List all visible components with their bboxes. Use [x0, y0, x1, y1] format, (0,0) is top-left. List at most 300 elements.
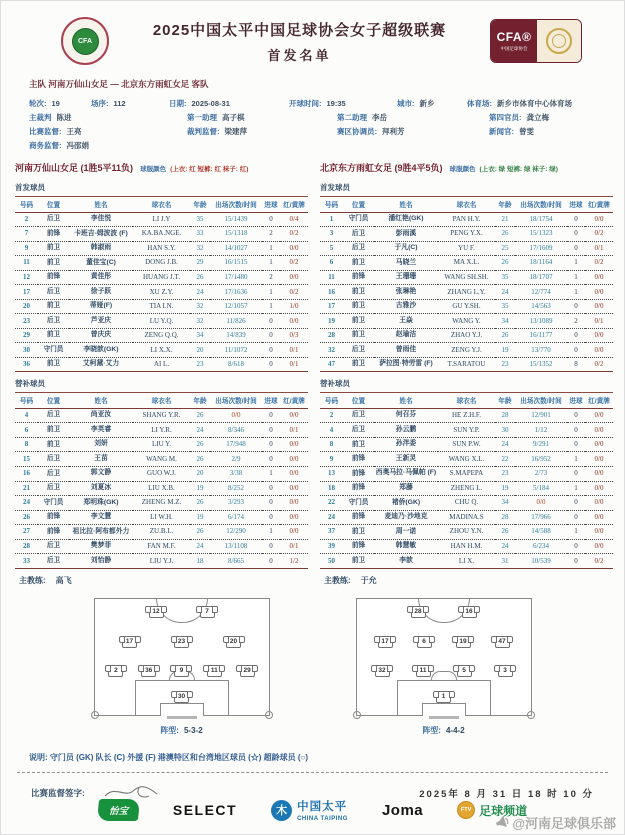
cell-goals: 0 — [567, 299, 585, 314]
cell-goals: 1 — [567, 452, 585, 467]
jersey-number: 36 — [145, 667, 153, 675]
column-header: 年龄 — [495, 393, 515, 409]
cell-name: 褚侨(GK) — [374, 496, 438, 511]
away-team-panel — [320, 158, 613, 586]
cell-jersey-name: LI W.H. — [133, 510, 190, 525]
cfa-badge-left — [491, 20, 537, 62]
cell-age: 26 — [190, 525, 210, 540]
info-value: 龚立梅 — [526, 113, 549, 122]
cell-name: 曾庆庆 — [69, 328, 133, 343]
info-pair — [489, 109, 604, 123]
cell-position: 前卫 — [343, 554, 374, 569]
cell-jersey-name: GU Y.SH. — [438, 299, 495, 314]
cell-jersey-name: HE Z.H.F. — [438, 408, 495, 423]
cell-jersey-name: LI Y.R. — [133, 423, 190, 438]
info-pair — [29, 109, 187, 123]
cell-position: 前锋 — [38, 270, 69, 285]
cell-goals: 1 — [567, 270, 585, 285]
cell-name: 李英睿 — [69, 423, 133, 438]
player-row — [15, 314, 308, 329]
cell-appearances: 14/588 — [515, 525, 567, 540]
cell-position: 后卫 — [343, 241, 374, 256]
corner-arc — [91, 711, 99, 719]
home-team-panel — [15, 158, 308, 586]
cell-appearances: 8/618 — [210, 357, 262, 372]
joma-logo: Joma — [381, 801, 424, 819]
cell-cards: 1/2 — [280, 554, 308, 569]
cell-goals: 1 — [262, 241, 280, 256]
cell-appearances: 8/346 — [210, 423, 262, 438]
cell-jersey-name: LI J.Y — [133, 212, 190, 227]
info-label: 开球时间: — [289, 99, 322, 108]
cell-cards: 0/2 — [280, 285, 308, 300]
info-value: 112 — [113, 99, 126, 108]
cell-appearances: 10/539 — [515, 554, 567, 569]
info-pair — [91, 95, 169, 109]
cell-age: 19 — [190, 481, 210, 496]
cell-age: 24 — [495, 437, 515, 452]
cell-number: 30 — [15, 343, 38, 358]
cell-appearances: 12/774 — [515, 285, 567, 300]
jersey-icon — [416, 665, 431, 677]
cell-appearances: 17/966 — [515, 510, 567, 525]
jersey-number: 29 — [243, 667, 251, 675]
cell-number: 4 — [15, 408, 38, 423]
cell-age: 22 — [495, 452, 515, 467]
cell-position: 后卫 — [38, 212, 69, 227]
cell-cards: 0/0 — [280, 496, 308, 511]
away-formation — [356, 598, 532, 736]
cell-appearances: 17/1609 — [515, 241, 567, 256]
cell-cards: 0/2 — [280, 256, 308, 271]
column-header: 进球 — [567, 393, 585, 409]
cell-appearances: 6/174 — [210, 510, 262, 525]
info-value: 曾雯 — [519, 127, 534, 136]
column-header: 年龄 — [190, 197, 210, 213]
info-label: 比赛监督: — [29, 127, 62, 136]
cell-goals: 0 — [567, 510, 585, 525]
cell-number: 29 — [15, 328, 38, 343]
cell-age: 34 — [190, 328, 210, 343]
cell-goals: 0 — [567, 539, 585, 554]
cell-jersey-name: HAN S.Y. — [133, 241, 190, 256]
cell-position: 后卫 — [38, 314, 69, 329]
cell-age: 34 — [495, 314, 515, 329]
cell-cards: 0/0 — [585, 423, 613, 438]
cell-name: 刘夏冰 — [69, 481, 133, 496]
cell-position: 前卫 — [38, 299, 69, 314]
cell-name: 芦亚庆 — [69, 314, 133, 329]
player-row — [15, 285, 308, 300]
cell-goals: 1 — [262, 299, 280, 314]
cell-appearances: 11/826 — [210, 314, 262, 329]
cell-cards: 0/0 — [585, 328, 613, 343]
table-header-row — [15, 393, 308, 409]
player-row — [320, 357, 613, 372]
jersey-icon — [200, 606, 215, 618]
cell-age: 23 — [495, 357, 515, 372]
info-pair — [489, 123, 604, 137]
yibao-logo: 怡宝 — [97, 799, 140, 821]
cell-name: 樊梦菲 — [69, 539, 133, 554]
cell-name: 王新灵 — [374, 452, 438, 467]
info-label: 场序: — [91, 99, 109, 108]
cell-jersey-name: GUO W.J. — [133, 466, 190, 481]
info-label: 第一助理 — [187, 113, 217, 122]
cell-appearances: 13/770 — [515, 343, 567, 358]
jersey-number: 47 — [498, 638, 506, 646]
cell-goals: 0 — [262, 554, 280, 569]
jersey-number: 16 — [465, 608, 473, 616]
cell-goals: 1 — [567, 525, 585, 540]
cell-number: 24 — [320, 510, 343, 525]
signature-label: 比赛监督签字: — [31, 787, 85, 798]
column-header: 出场次数/时间 — [515, 393, 567, 409]
player-row — [15, 525, 308, 540]
cell-goals: 0 — [262, 343, 280, 358]
cell-name: 李文慧 — [69, 510, 133, 525]
player-row — [320, 525, 613, 540]
info-value: 拜利芳 — [382, 127, 405, 136]
cell-position: 后卫 — [343, 343, 374, 358]
cell-appearances: 12/901 — [515, 408, 567, 423]
column-header: 姓名 — [374, 197, 438, 213]
jersey-icon — [174, 665, 189, 677]
cell-jersey-name: LIU Y.J. — [133, 554, 190, 569]
player-row — [320, 299, 613, 314]
table-header-row — [15, 197, 308, 213]
player-row — [15, 328, 308, 343]
cell-jersey-name: MADINA.S — [438, 510, 495, 525]
info-pair — [337, 123, 489, 137]
jersey-icon — [141, 665, 156, 677]
cell-position: 守门员 — [343, 212, 374, 227]
forwards-row — [357, 606, 531, 618]
cell-position: 前锋 — [38, 510, 69, 525]
jersey-icon — [417, 636, 432, 648]
cell-cards: 0/0 — [280, 466, 308, 481]
player-row — [15, 554, 308, 569]
table-header-row — [320, 197, 613, 213]
cell-number: 9 — [15, 241, 38, 256]
cell-name: 郑明珠(GK) — [69, 496, 133, 511]
cell-appearances: 18/1164 — [515, 256, 567, 271]
cell-jersey-name: SUN P.W. — [438, 437, 495, 452]
info-row-2 — [29, 109, 604, 123]
cell-position: 后卫 — [38, 452, 69, 467]
jersey-icon — [456, 636, 471, 648]
jersey-number: 6 — [422, 638, 426, 646]
info-row-1 — [29, 95, 604, 109]
cell-jersey-name: ZU.B.L. — [133, 525, 190, 540]
corner-arc — [265, 711, 273, 719]
cell-cards: 0/0 — [280, 270, 308, 285]
cell-position: 前卫 — [343, 437, 374, 452]
info-value: 2025-08-31 — [191, 99, 230, 108]
header — [15, 11, 610, 71]
jersey-icon — [436, 691, 451, 703]
info-label: 新闻官: — [489, 127, 514, 136]
jersey-number: 32 — [378, 667, 386, 675]
cell-jersey-name: T.SARATOU — [438, 357, 495, 372]
player-row — [320, 510, 613, 525]
taiping-tree-icon: 木 — [271, 800, 292, 821]
goalkeeper-row — [357, 691, 531, 703]
jersey-icon — [457, 665, 472, 677]
cell-name: 何召芬 — [374, 408, 438, 423]
cell-name: 孙云鹏 — [374, 423, 438, 438]
ftv-badge-icon: FTV — [457, 801, 475, 819]
player-row — [320, 256, 613, 271]
cell-name: 董佳宝(C) — [69, 256, 133, 271]
player-row — [15, 299, 308, 314]
cell-position: 后卫 — [38, 554, 69, 569]
cell-position: 守门员 — [38, 496, 69, 511]
cell-number: 8 — [15, 437, 38, 452]
info-label: 日期: — [169, 99, 187, 108]
cell-name: 郑藤 — [374, 481, 438, 496]
cell-goals: 1 — [262, 285, 280, 300]
cell-number: 32 — [320, 343, 343, 358]
cell-cards: 0/0 — [585, 343, 613, 358]
cell-age: 35 — [190, 212, 210, 227]
cell-goals: 0 — [567, 328, 585, 343]
jersey-number: 17 — [125, 638, 134, 646]
cell-name: 王珊珊 — [374, 270, 438, 285]
cell-name: 马晓兰 — [374, 256, 438, 271]
cfa-crest-logo — [61, 17, 109, 65]
home-starters-table — [15, 196, 308, 372]
player-row — [15, 539, 308, 554]
jersey-icon — [495, 636, 510, 648]
report-datetime: 2025年 8 月 31 日 18 时 10 分 — [419, 788, 594, 800]
cell-name: 李晓歆(GK) — [69, 343, 133, 358]
player-row — [15, 343, 308, 358]
jersey-number: 11 — [210, 667, 218, 675]
cell-cards: 0/0 — [280, 481, 308, 496]
cell-position: 前卫 — [343, 525, 374, 540]
away-coach-name: 于允 — [360, 575, 377, 585]
away-starters-label: 首发球员 — [320, 183, 350, 192]
cell-age: 23 — [495, 466, 515, 481]
cell-jersey-name: ZENG Y.J. — [438, 343, 495, 358]
cell-number: 47 — [320, 357, 343, 372]
cell-appearances: 15/1318 — [210, 227, 262, 242]
cell-age: 33 — [190, 227, 210, 242]
player-row — [320, 452, 613, 467]
cell-age: 26 — [495, 227, 515, 242]
player-row — [320, 408, 613, 423]
cell-cards: 0/0 — [280, 452, 308, 467]
cell-goals: 2 — [262, 227, 280, 242]
player-row — [15, 437, 308, 452]
jersey-number: 19 — [459, 638, 467, 646]
player-row — [320, 539, 613, 554]
cell-cards: 0/4 — [280, 212, 308, 227]
cell-age: 26 — [495, 256, 515, 271]
column-header: 进球 — [262, 393, 280, 409]
cell-position: 前锋 — [343, 481, 374, 496]
cell-jersey-name: ZHAO Y.J. — [438, 328, 495, 343]
cell-jersey-name: ZHENG M.Z. — [133, 496, 190, 511]
cell-goals: 0 — [567, 496, 585, 511]
cell-position: 前卫 — [343, 328, 374, 343]
select-logo: SELECT — [172, 802, 238, 818]
cell-name: 尚亚汝 — [69, 408, 133, 423]
info-value: 王亮 — [66, 127, 82, 136]
cell-number: 4 — [320, 423, 343, 438]
column-header: 进球 — [262, 197, 280, 213]
china-taiping-logo: 木 中国太平 CHINA TAIPING — [271, 798, 348, 822]
cell-number: 36 — [15, 357, 38, 372]
jersey-number: 5 — [462, 667, 466, 675]
watermark-text: @河南足球俱乐部 — [512, 816, 616, 831]
jersey-number: 2 — [114, 667, 118, 675]
cell-number: 11 — [15, 256, 38, 271]
info-value: 新乡 — [419, 99, 435, 108]
player-row — [15, 256, 308, 271]
teams-section — [15, 158, 610, 586]
cell-cards: 0/1 — [280, 423, 308, 438]
away-starters-table — [320, 196, 613, 372]
corner-arc — [353, 711, 361, 719]
home-subs-label: 替补球员 — [15, 379, 45, 389]
player-row — [15, 212, 308, 227]
home-coach-name: 高飞 — [55, 575, 72, 585]
jersey-icon — [411, 606, 426, 618]
cell-goals: 0 — [262, 452, 280, 467]
cell-goals: 0 — [262, 328, 280, 343]
cell-position: 前卫 — [38, 241, 69, 256]
cell-appearances: 11/1072 — [210, 343, 262, 358]
cell-name: 麦迪乃·沙地克 — [374, 510, 438, 525]
cell-position: 前锋 — [38, 227, 69, 242]
cell-jersey-name: HUANG J.T. — [133, 270, 190, 285]
weibo-watermark — [494, 813, 616, 832]
cell-goals: 0 — [262, 437, 280, 452]
cell-position: 后卫 — [343, 408, 374, 423]
cell-cards: 0/0 — [280, 510, 308, 525]
defense-row — [357, 665, 531, 677]
jersey-icon — [207, 665, 222, 677]
cell-name: 古雅沙 — [374, 299, 438, 314]
column-header: 位置 — [38, 393, 69, 409]
cell-position: 前锋 — [343, 452, 374, 467]
cell-age: 26 — [495, 525, 515, 540]
cell-jersey-name: TIA I.N. — [133, 299, 190, 314]
megaphone-icon — [492, 813, 511, 832]
cell-age: 24 — [495, 539, 515, 554]
cell-number: 27 — [15, 525, 38, 540]
cell-position: 后卫 — [343, 227, 374, 242]
cell-age: 29 — [190, 256, 210, 271]
column-header: 年龄 — [495, 197, 515, 213]
cell-position: 前卫 — [38, 328, 69, 343]
cell-age: 26 — [190, 270, 210, 285]
cell-jersey-name: LIU X.B. — [133, 481, 190, 496]
cell-cards: 0/0 — [585, 496, 613, 511]
info-pair — [169, 95, 289, 109]
cell-cards: 0/2 — [280, 227, 308, 242]
jersey-number: 9 — [179, 667, 184, 675]
cell-jersey-name: CHU Q. — [438, 496, 495, 511]
cell-number: 17 — [320, 299, 343, 314]
cell-appearances: 14/1027 — [210, 241, 262, 256]
info-label: 第二助理 — [337, 113, 367, 122]
cell-jersey-name: PENG Y.X. — [438, 227, 495, 242]
cell-name: 西奥马拉·马佩帕 (F) — [374, 466, 438, 481]
cell-cards: 0/0 — [585, 270, 613, 285]
cell-appearances: 1/12 — [515, 423, 567, 438]
cell-position: 守门员 — [38, 343, 69, 358]
jersey-icon — [498, 665, 513, 677]
cell-age: 31 — [495, 554, 515, 569]
player-row — [320, 481, 613, 496]
column-header: 姓名 — [374, 393, 438, 409]
cell-appearances: 8/252 — [210, 481, 262, 496]
cell-position: 前卫 — [343, 314, 374, 329]
cell-name: 刘怡静 — [69, 554, 133, 569]
cell-goals: 1 — [262, 466, 280, 481]
player-row — [15, 496, 308, 511]
cell-goals: 1 — [262, 525, 280, 540]
jersey-number: 28 — [414, 608, 422, 616]
cell-cards: 0/0 — [280, 241, 308, 256]
goal-line — [429, 716, 459, 719]
cell-name: 徐子跃 — [69, 285, 133, 300]
cell-age: 26 — [190, 452, 210, 467]
cell-cards: 0/0 — [280, 314, 308, 329]
cell-position: 后卫 — [38, 481, 69, 496]
cell-position: 后卫 — [343, 423, 374, 438]
jersey-icon — [378, 636, 393, 648]
cell-jersey-name: FAN M.F. — [133, 539, 190, 554]
cell-jersey-name: WANG X.L. — [438, 452, 495, 467]
player-row — [15, 510, 308, 525]
cell-number: 11 — [320, 270, 343, 285]
info-row-4 — [29, 137, 604, 151]
cell-name: 潘红艳(GK) — [374, 212, 438, 227]
cell-name: 孙泮委 — [374, 437, 438, 452]
cell-number: 16 — [15, 466, 38, 481]
player-row — [15, 423, 308, 438]
cell-number: 15 — [15, 452, 38, 467]
cell-jersey-name: KA.BA.NGE. — [133, 227, 190, 242]
jersey-number: 7 — [205, 608, 209, 616]
cell-name: 蒂娅(F) — [69, 299, 133, 314]
home-formation-label: 阵型: 5-3-2 — [160, 725, 203, 735]
cell-goals: 8 — [567, 357, 585, 372]
cell-age: 26 — [190, 437, 210, 452]
cell-appearances: 17/948 — [210, 437, 262, 452]
cell-appearances: 2/9 — [210, 452, 262, 467]
player-row — [15, 357, 308, 372]
cell-number: 2 — [15, 212, 38, 227]
away-team-header — [320, 158, 613, 176]
cell-goals: 0 — [567, 423, 585, 438]
cell-position: 后卫 — [38, 285, 69, 300]
column-header: 球衣名 — [133, 197, 190, 213]
cell-cards: 0/0 — [585, 212, 613, 227]
cell-number: 6 — [15, 423, 38, 438]
info-label: 商务监督: — [29, 141, 62, 150]
cell-name: 曾雨佳 — [374, 343, 438, 358]
column-header: 球衣名 — [438, 393, 495, 409]
cell-number: 16 — [320, 285, 343, 300]
column-header: 号码 — [320, 393, 343, 409]
cell-appearances: 14/563 — [515, 299, 567, 314]
cell-jersey-name: S.MAPEPA — [438, 466, 495, 481]
